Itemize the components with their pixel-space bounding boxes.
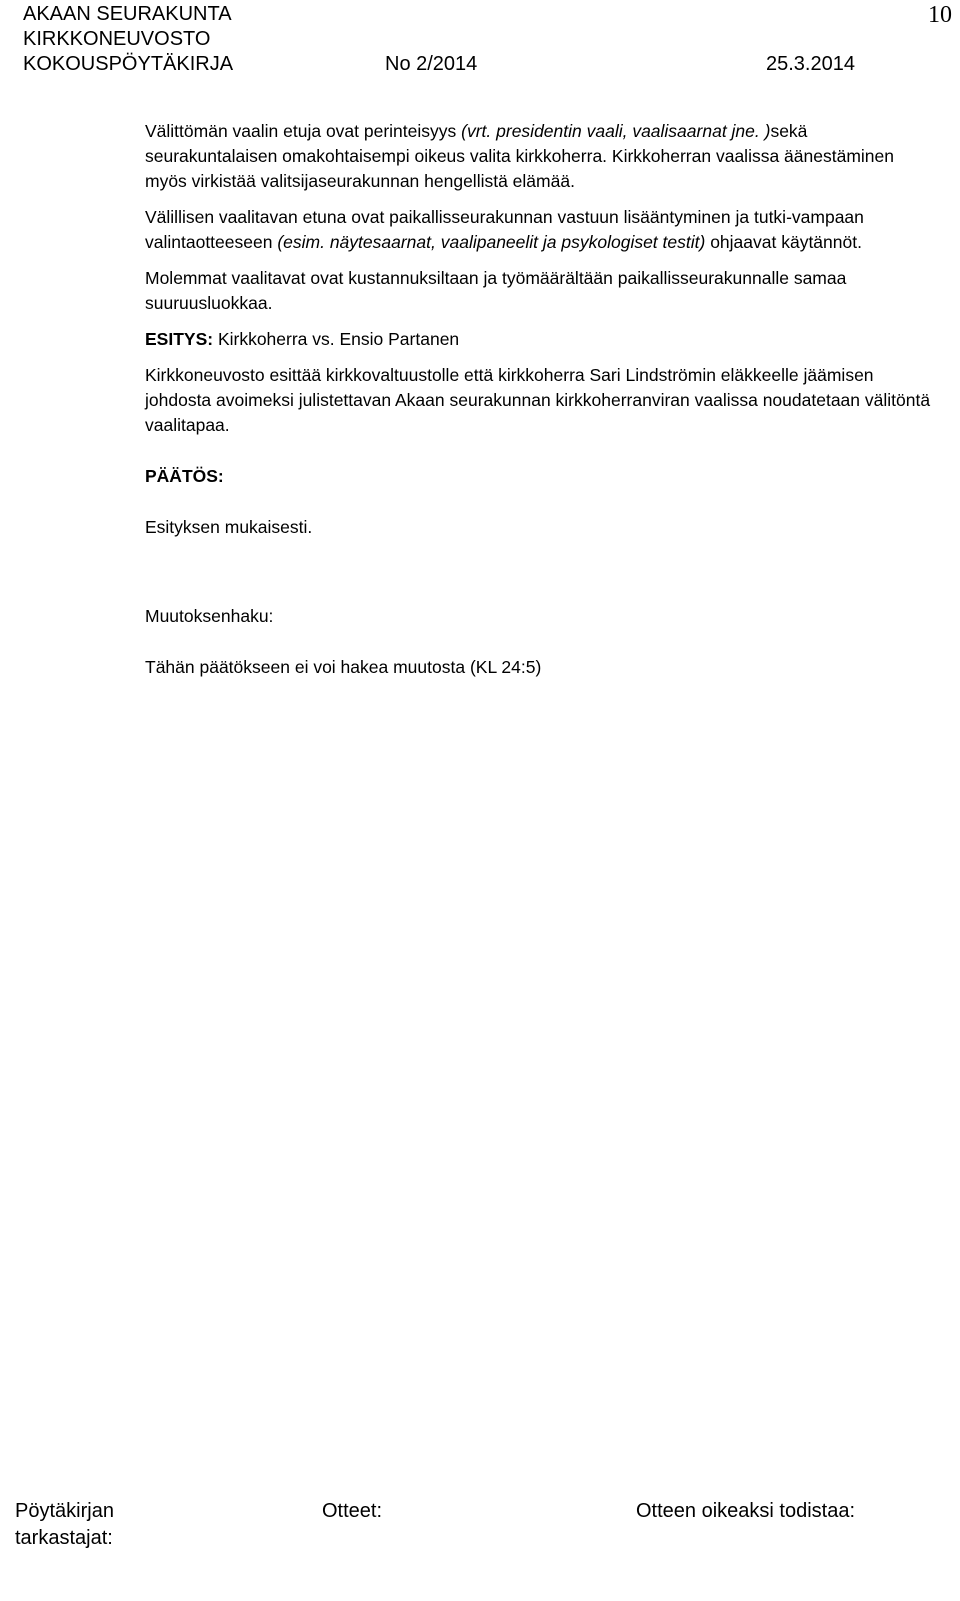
document-date: 25.3.2014 (766, 53, 855, 75)
paragraph-direct-election (145, 119, 935, 194)
appeal-text: Tähän päätökseen ei voi hakea muutosta (KL 24:5) (145, 657, 542, 677)
text-segment: sekä seurakuntalaisen omakohtaisempi oikeus valita kirkkoherra. Kirkkoherran vaalissa äänestäminen myös virkistää valitsijaseurakunnan hengellistä elämää. (145, 121, 894, 191)
document-body (145, 119, 935, 691)
paragraph-costs: Molemmat vaalitavat ovat kustannuksiltaan ja työmäärältään paikallisseurakunnalle samaa suuruusluokkaa. (145, 268, 847, 313)
text-segment: Välittömän vaalin etuja ovat perinteisyys (145, 121, 462, 141)
italic-segment: (esim. näytesaarnat, vaalipaneelit ja psykologiset testit) (277, 232, 706, 252)
signature-footer (15, 1498, 945, 1598)
text-segment: Välillisen vaalitavan etuna ovat paikallisseurakunnan vastuun lisääntyminen ja tutki-vampaan valintaotteeseen (145, 207, 864, 252)
proposal-presenter: Kirkkoherra vs. Ensio Partanen (213, 329, 460, 349)
proposal-label: ESITYS: (145, 329, 214, 349)
decision-text: Esityksen mukaisesti. (145, 517, 313, 537)
organization-name: AKAAN SEURAKUNTA (23, 3, 232, 25)
footer-extracts: Otteet: (322, 1500, 383, 1522)
italic-segment: (vrt. presidentin vaali, vaalisaarnat jne. ) (461, 121, 771, 141)
footer-reviewers: Pöytäkirjan tarkastajat: (15, 1500, 114, 1549)
page-number: 10 (928, 2, 952, 28)
decision-label: PÄÄTÖS: (145, 466, 224, 486)
body-name: KIRKKONEUVOSTO (23, 28, 211, 50)
document-type: KOKOUSPÖYTÄKIRJA (23, 53, 234, 75)
footer-certified: Otteen oikeaksi todistaa: (636, 1500, 856, 1522)
document-number: No 2/2014 (385, 53, 478, 75)
page-header (23, 0, 943, 80)
appeal-label: Muutoksenhaku: (145, 606, 274, 626)
paragraph-indirect-election (145, 205, 935, 255)
proposal-line (145, 327, 935, 352)
proposal-text: Kirkkoneuvosto esittää kirkkovaltuustolle että kirkkoherra Sari Lindströmin eläkkeelle jäämisen johdosta avoimeksi julistettavan Akaan seurakunnan kirkkoherranviran vaalissa noudatetaan välitöntä vaalitapaa. (145, 365, 931, 435)
text-segment: ohjaavat käytännöt. (705, 232, 862, 252)
